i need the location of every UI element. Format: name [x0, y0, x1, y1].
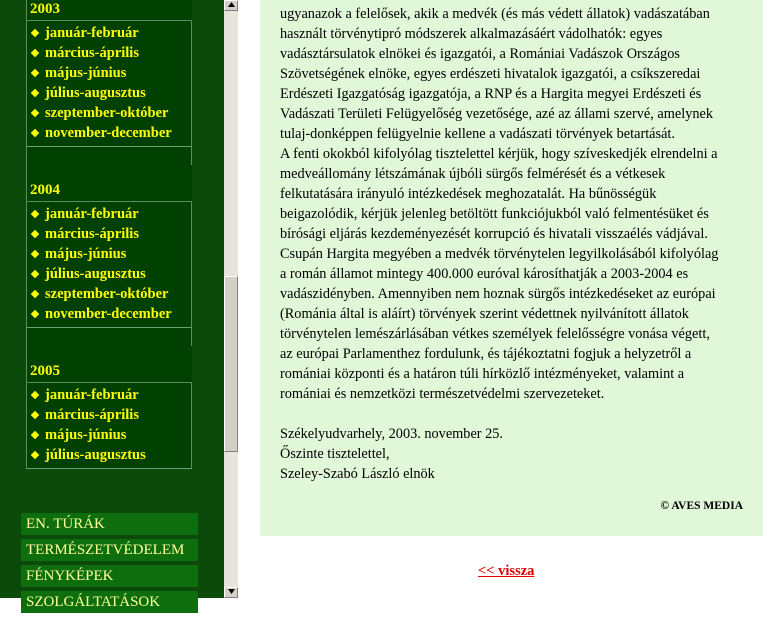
issue-link[interactable] [27, 23, 191, 43]
bullet-icon [31, 88, 39, 96]
issue-link[interactable] [27, 405, 191, 425]
year-heading [26, 0, 192, 20]
issue-link[interactable] [27, 63, 191, 83]
letter-line: (Románia által is aláírt) törvények szerint védettnek nyilvánított állatok [280, 306, 689, 322]
main-menu [21, 513, 198, 617]
year-label: 2003 [30, 1, 60, 17]
issue-link-label: november-december [45, 125, 172, 141]
letter-line: tulaj-donképpen felügyelnie kellene a vadászati törvények betartását. [280, 126, 675, 142]
issue-link-label: szeptember-október [45, 105, 169, 121]
letter-line: törvénytelen lemészárlásában vétkes személyek felelősségre vonása végett, [280, 326, 710, 342]
letter-line: Szövetségének elnöke, egyes erdészeti hivatalok igazgatói, a csíkszeredai [280, 66, 701, 82]
bullet-icon [31, 68, 39, 76]
issue-link-label: január-február [45, 206, 139, 222]
bullet-icon [31, 390, 39, 398]
issue-link-label: március-április [45, 226, 139, 242]
scroll-thumb[interactable] [224, 276, 238, 452]
issue-link-label: július-augusztus [45, 266, 146, 282]
scroll-down-arrow-icon[interactable] [224, 587, 238, 598]
letter-line: beigazolódik, kérjük jelenleg betöltött funkciójukból való felmentésüket és [280, 206, 709, 222]
bullet-icon [31, 108, 39, 116]
bullet-icon [31, 410, 39, 418]
back-link[interactable]: << vissza [478, 563, 535, 579]
issue-link-label: május-június [45, 427, 127, 443]
menu-button[interactable]: FÉNYKÉPEK [21, 565, 198, 587]
bullet-icon [31, 450, 39, 458]
left-frame [0, 0, 224, 610]
bullet-icon [31, 249, 39, 257]
letter-line: bírósági eljárás kezdeményezését korrupció és hivatali visszaélés vádjával. [280, 226, 708, 242]
letter-line: Őszinte tisztelettel, [280, 446, 390, 462]
scroll-up-arrow-icon[interactable] [224, 0, 238, 11]
issue-link-label: március-április [45, 45, 139, 61]
menu-button[interactable]: EN. TÚRÁK [21, 513, 198, 535]
bullet-icon [31, 430, 39, 438]
letter-line [280, 404, 750, 424]
issue-link[interactable] [27, 304, 191, 324]
issue-link[interactable] [27, 264, 191, 284]
menu-button[interactable]: SZOLGÁLTATÁSOK [21, 591, 198, 613]
letter-line: romániai központi és a határon túli hírközlő intézményeket, valamint a [280, 366, 685, 382]
letter-line: felkutatására irányuló intézkedések meghozatalát. Ha bűnösségük [280, 186, 657, 202]
year-label: 2004 [30, 182, 60, 198]
issue-link[interactable] [27, 123, 191, 143]
issue-link[interactable] [27, 445, 191, 465]
letter-line: medveállomány létszámának újbóli sürgős felmérését és a vétkesek [280, 166, 666, 182]
bullet-icon [31, 269, 39, 277]
issue-link[interactable] [27, 204, 191, 224]
letter-line: a román államot mintegy 400.000 euróval károsíthatják a 2003-2004 es [280, 266, 689, 282]
year-heading [26, 165, 192, 201]
letter-line: A fenti okokból kifolyólag tisztelettel kérjük, hogy szíveskedjék elrendelni a [280, 146, 718, 162]
letter-line: Székelyudvarhely, 2003. november 25. [280, 426, 503, 442]
menu-button[interactable]: TERMÉSZETVÉDELEM [21, 539, 198, 561]
issue-link[interactable] [27, 425, 191, 445]
letter-line: romániai és nemzetközi természetvédelmi szervezeteket. [280, 386, 605, 402]
bullet-icon [31, 209, 39, 217]
letter-line: használt törvénytipró módszerek alkalmazásáért vádolhatók: egyes [280, 26, 663, 42]
issue-link-label: január-február [45, 25, 139, 41]
issue-link-label: november-december [45, 306, 172, 322]
issue-link[interactable] [27, 83, 191, 103]
article-panel [260, 0, 763, 536]
issue-link-label: május-június [45, 65, 127, 81]
bullet-icon [31, 289, 39, 297]
issue-link[interactable] [27, 43, 191, 63]
spacer [26, 328, 192, 346]
bullet-icon [31, 48, 39, 56]
bullet-icon [31, 28, 39, 36]
spacer [26, 147, 192, 165]
issue-list [26, 20, 192, 147]
letter-line: Erdészeti Igazgatóság igazgatója, a RNP és a Hargita megyei Erdészeti és [280, 86, 702, 102]
issue-link[interactable] [27, 103, 191, 123]
issue-link-label: július-augusztus [45, 85, 146, 101]
issue-link[interactable] [27, 224, 191, 244]
issue-link-label: július-augusztus [45, 447, 146, 463]
issue-link-label: március-április [45, 407, 139, 423]
issue-list [26, 201, 192, 328]
letter-line: Szeley-Szabó László elnök [280, 466, 435, 482]
letter-line: Csupán Hargita megyében a medvék törvénytelen legyilkolásából kifolyólag [280, 246, 719, 262]
letter-line: az európai Parlamenthez fordulunk, és tájékoztatni fogjuk a helyzetről a [280, 346, 692, 362]
bullet-icon [31, 229, 39, 237]
issue-list [26, 382, 192, 469]
sidebar-scrollbar[interactable] [224, 0, 238, 598]
letter-line: vadászidényben. Amennyiben nem hoznak sürgős intézkedéseket az európai [280, 286, 716, 302]
copyright-notice: © AVES MEDIA [660, 500, 743, 512]
issue-link-label: május-június [45, 246, 127, 262]
issue-link[interactable] [27, 244, 191, 264]
issue-link-label: szeptember-október [45, 286, 169, 302]
bullet-icon [31, 309, 39, 317]
open-letter-text [280, 4, 750, 484]
issue-link[interactable] [27, 284, 191, 304]
issue-link[interactable] [27, 385, 191, 405]
year-label: 2005 [30, 363, 60, 379]
issue-link-label: január-február [45, 387, 139, 403]
archive-list [26, 0, 192, 469]
letter-line: Vadászati Területi Felügyelőség vezetősége, azé az állami szervé, amelynek [280, 106, 714, 122]
letter-line: vadásztársulatok elnökei és igazgatói, a Romániai Vadászok Országos [280, 46, 680, 62]
letter-line: ugyanazok a felelősek, akik a medvék (és más védett állatok) vadászatában [280, 6, 710, 22]
bullet-icon [31, 128, 39, 136]
year-heading [26, 346, 192, 382]
